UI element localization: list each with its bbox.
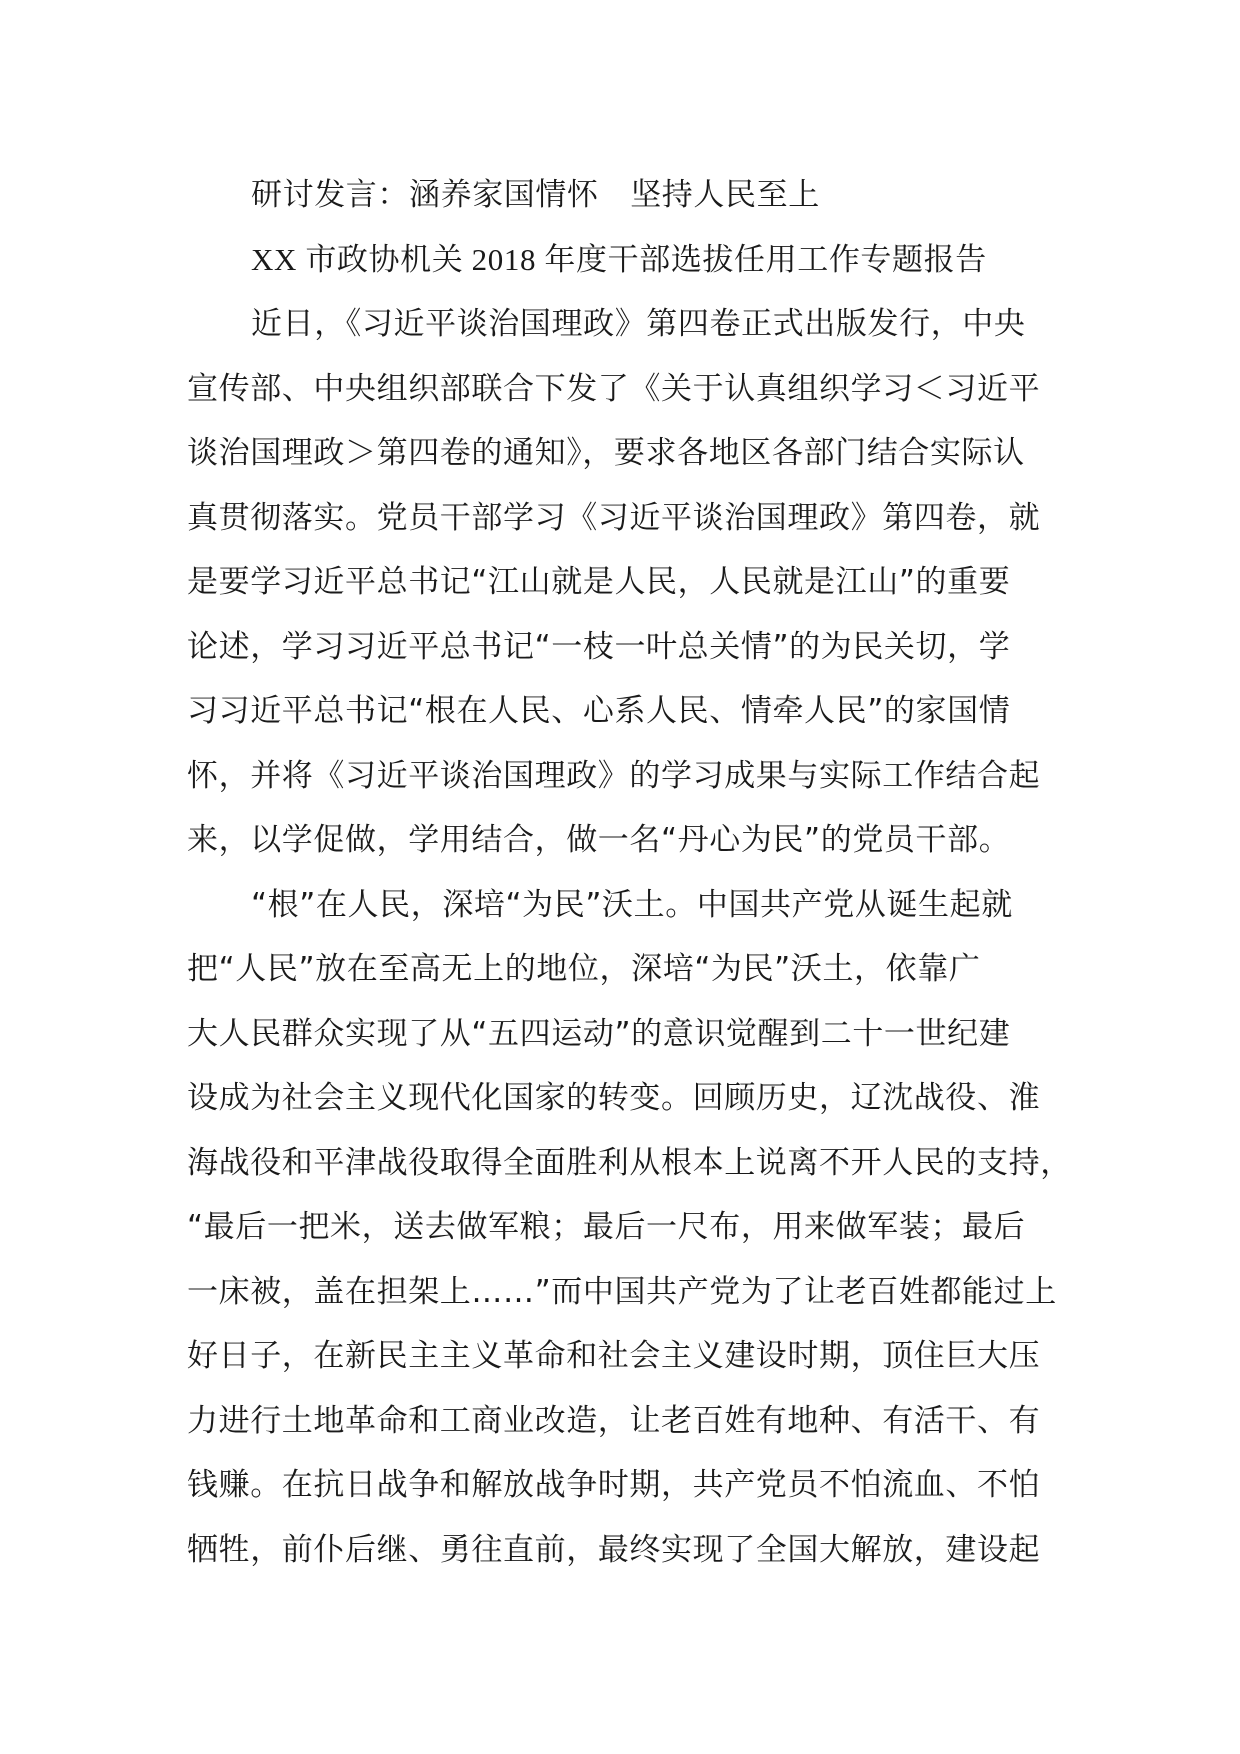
document-body bbox=[187, 163, 1072, 1582]
paragraph-line: 怀，并将《习近平谈治国理政》的学习成果与实际工作结合起 bbox=[187, 757, 1041, 794]
paragraph-line: 真贯彻落实。党员干部学习《习近平谈治国理政》第四卷，就 bbox=[187, 499, 1041, 536]
paragraph-line: 论述，学习习近平总书记“一枝一叶总关情”的为民关切，学 bbox=[187, 628, 1011, 665]
paragraph-line: 宣传部、中央组织部联合下发了《关于认真组织学习＜习近平 bbox=[187, 370, 1041, 407]
paragraph-line: 力进行土地革命和工商业改造，让老百姓有地种、有活干、有 bbox=[187, 1402, 1041, 1439]
paragraph-line: 把“人民”放在至高无上的地位，深培“为民”沃土，依靠广 bbox=[187, 951, 981, 987]
paragraph-2 bbox=[187, 873, 1072, 1583]
paragraph-line: 一床被，盖在担架上……”而中国共产党为了让老百姓都能过上 bbox=[187, 1273, 1057, 1310]
paragraph-line: 牺牲，前仆后继、勇往直前，最终实现了全国大解放，建设起 bbox=[187, 1531, 1041, 1568]
paragraph-1 bbox=[187, 292, 1053, 873]
paragraph-line: 设成为社会主义现代化国家的转变。回顾历史，辽沈战役、淮 bbox=[187, 1080, 1041, 1116]
paragraph-line: 来，以学促做，学用结合，做一名“丹心为民”的党员干部。 bbox=[187, 822, 1011, 858]
paragraph-line: 好日子，在新民主主义革命和社会主义建设时期，顶住巨大压 bbox=[187, 1338, 1041, 1374]
paragraph-line: 习习近平总书记“根在人民、心系人民、情牵人民”的家国情 bbox=[187, 693, 1011, 729]
document-title: 研讨发言：涵养家国情怀 坚持人民至上 bbox=[251, 177, 820, 213]
paragraph-line: 是要学习近平总书记“江山就是人民，人民就是江山”的重要 bbox=[187, 564, 1011, 600]
paragraph-line: 近日，《习近平谈治国理政》第四卷正式出版发行，中央 bbox=[251, 306, 1026, 342]
paragraph-line: “最后一把米，送去做军粮；最后一尺布，用来做军装；最后 bbox=[187, 1209, 1026, 1245]
paragraph-line: “根”在人民，深培“为民”沃土。中国共产党从诞生起就 bbox=[251, 886, 1013, 923]
paragraph-line: 大人民群众实现了从“五四运动”的意识觉醒到二十一世纪建 bbox=[187, 1015, 1011, 1052]
paragraph-line: 谈治国理政＞第四卷的通知》，要求各地区各部门结合实际认 bbox=[187, 435, 1025, 471]
paragraph-line: 海战役和平津战役取得全面胜利从根本上说离不开人民的支持， bbox=[187, 1144, 1072, 1181]
document-subtitle: XX 市政协机关 2018 年度干部选拔任用工作专题报告 bbox=[251, 241, 987, 277]
paragraph-line: 钱赚。在抗日战争和解放战争时期，共产党员不怕流血、不怕 bbox=[187, 1467, 1041, 1503]
